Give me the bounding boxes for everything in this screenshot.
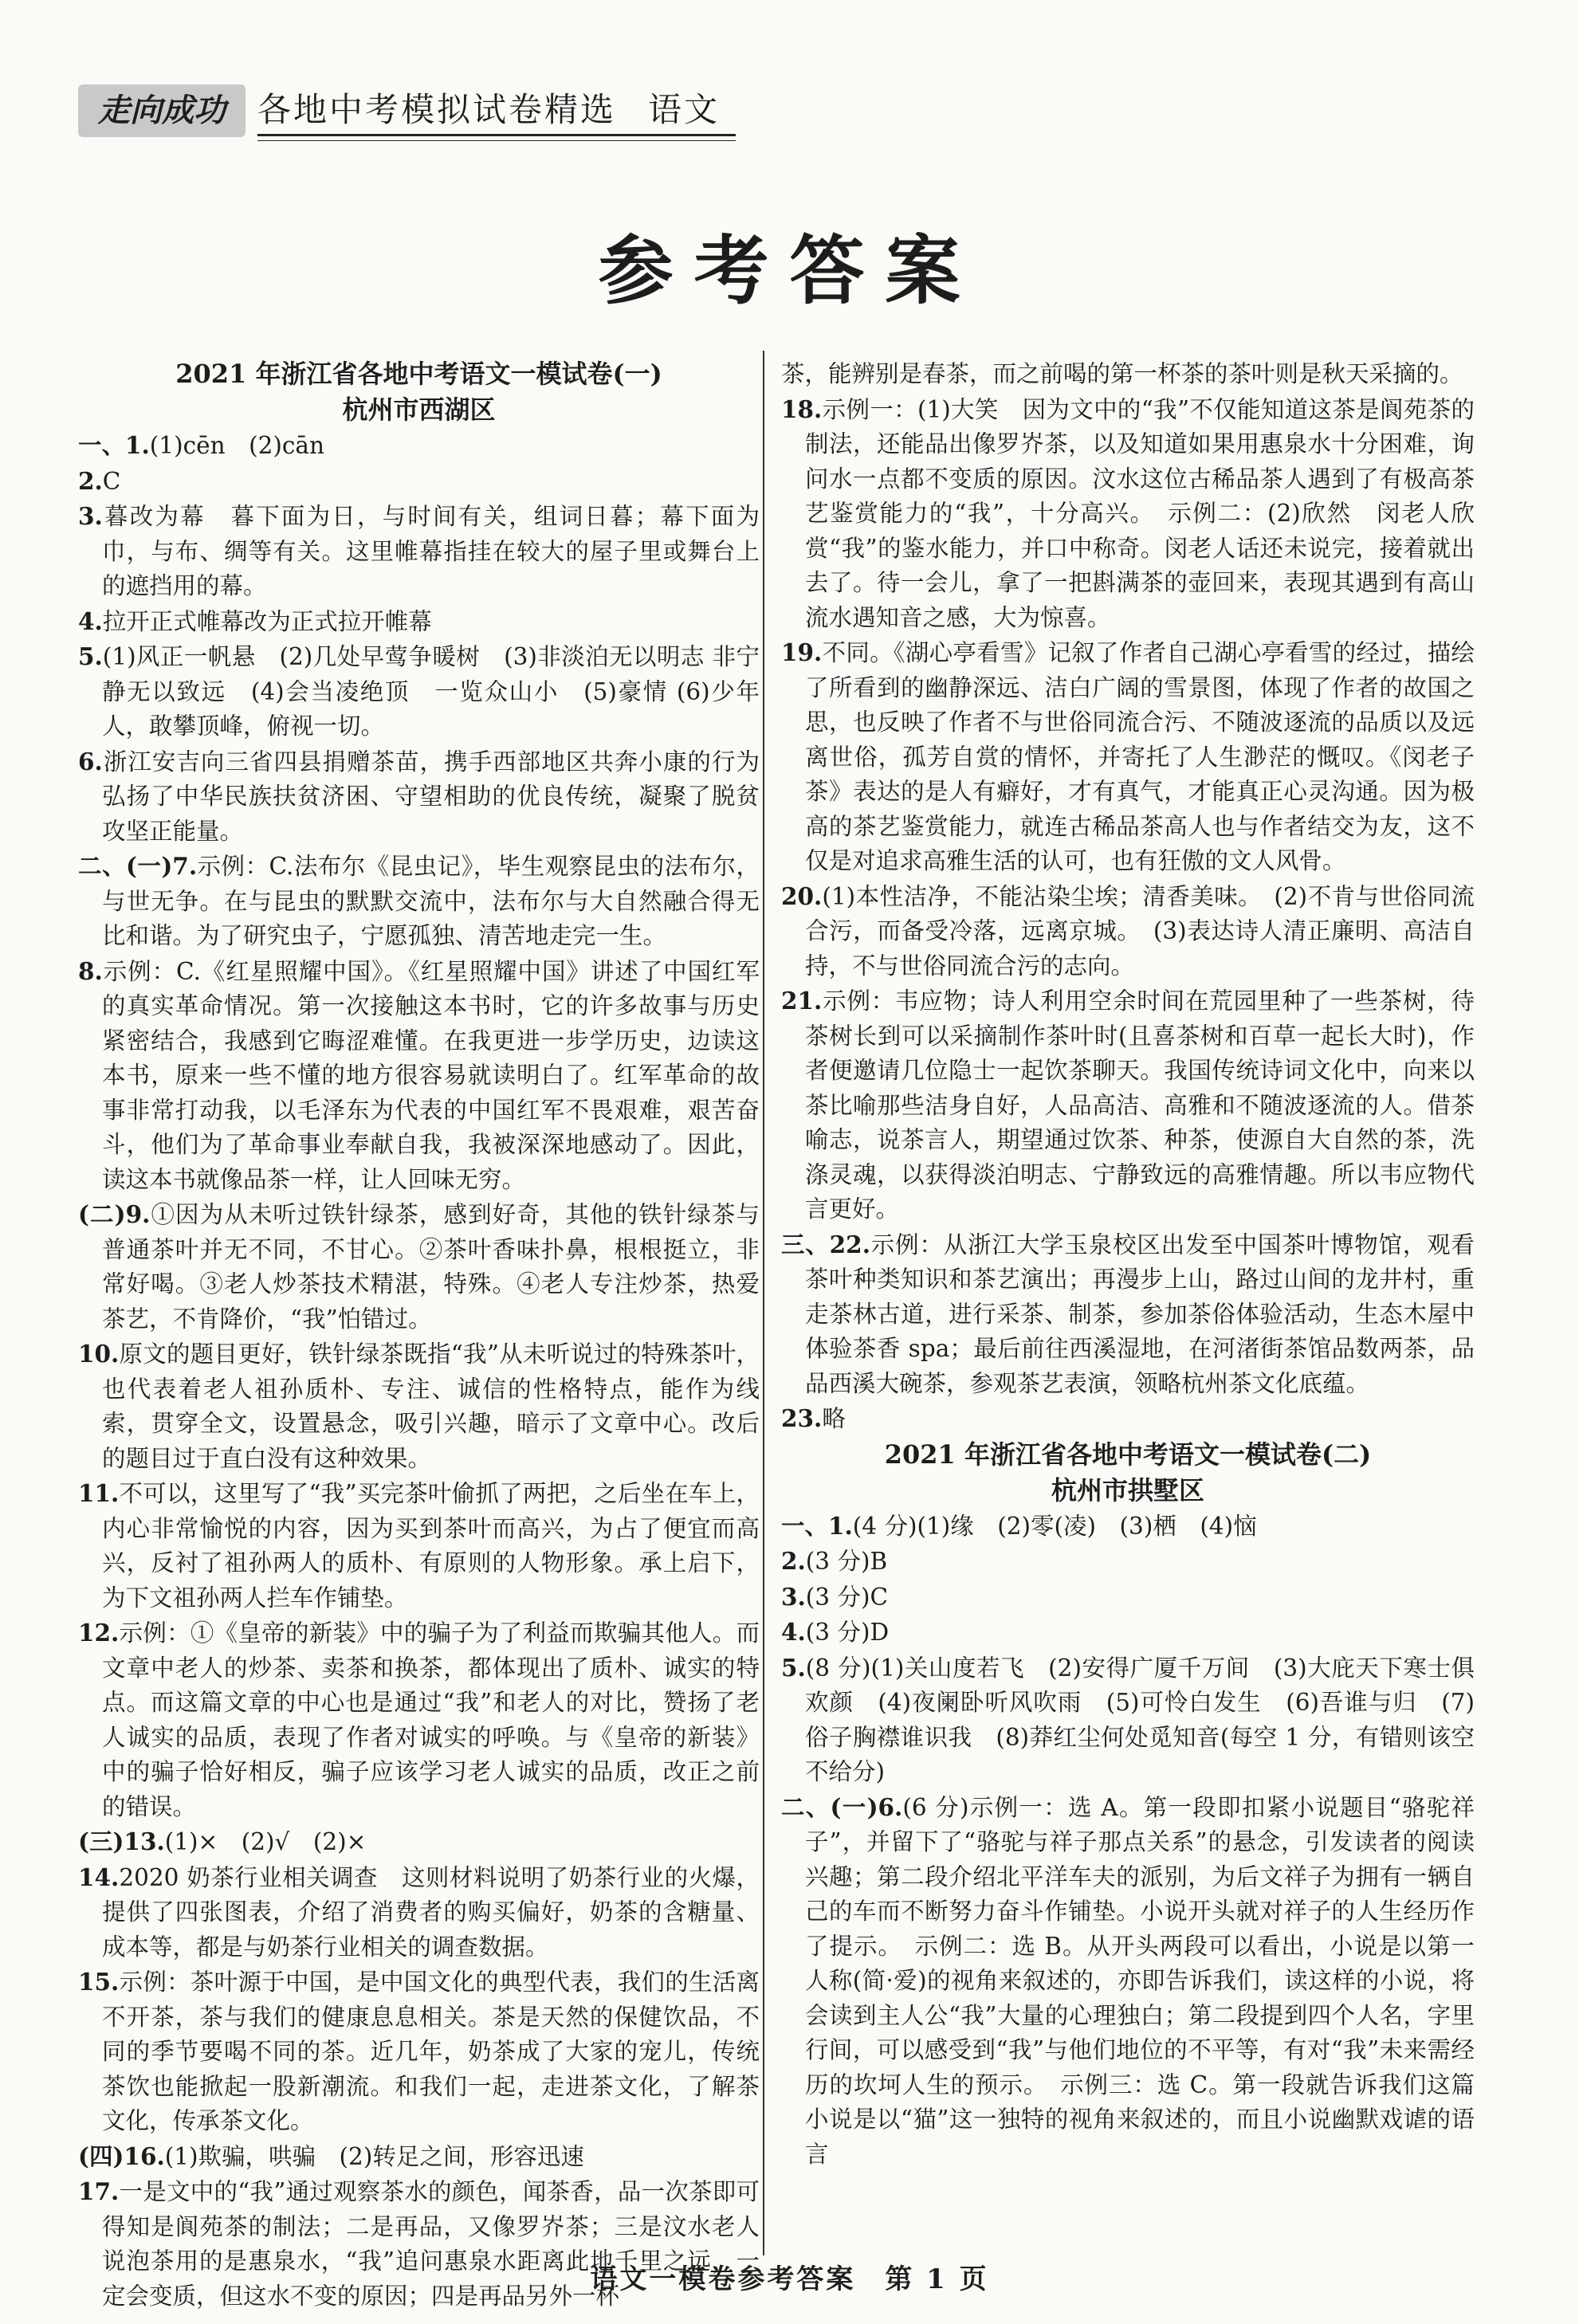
answer-number: 2. — [78, 466, 103, 495]
answer-item — [78, 1476, 760, 1615]
answer-number: 三、22. — [781, 1230, 870, 1258]
subject-label: 语文 — [648, 90, 721, 129]
answer-item — [78, 464, 760, 500]
answer-item — [78, 2139, 760, 2175]
answer-text: 一是文中的“我”通过观察茶水的颜色，闻茶香，品一次茶即可得知是阆苑茶的制法；二是再品，又像罗岕茶；三是汶水老人说泡茶用的是惠泉水，“我”追问惠泉水距离此地千里之远，一定会变质，但这水不变的原因；四是再品另外一杯 — [102, 2178, 760, 2310]
page-title: 参考答案 — [598, 227, 981, 315]
answer-text: (6 分)示例一：选 A。第一段即扣紧小说题目“骆驼祥子”，并留下了“骆驼与祥子那点关系”的悬念，引发读者的阅读兴趣；第二段介绍北平洋车夫的派别，为后文祥子为拥有一辆自己的车而不断努力奋斗作铺垫。小说开头就对祥子的人生经历作了提示。 示例二：选 B。从开头两段可以看出，小说是以第一人称(简·爱)的视角来叙述的，亦即告诉我们，读这样的小说，将会读到主人公“我”大量的心理独白；第二段提到四个人名，字里行间，可以感受到“我”与他们地位的不平等，有对“我”未来需经历的坎坷人生的预示。 示例三：选 C。第一段就告诉我们这篇小说是以“猫”这一独特的视角来叙述的，而且小说幽默戏谑的语言 — [805, 1793, 1475, 2168]
answer-item — [781, 1615, 1475, 1651]
answer-number: 3. — [781, 1582, 806, 1611]
answer-number: 19. — [781, 638, 823, 666]
answer-item — [78, 1860, 760, 1965]
answer-item — [781, 1509, 1475, 1545]
answer-item — [78, 849, 760, 954]
answer-text: (3 分)D — [805, 1619, 890, 1646]
answer-item — [781, 1580, 1475, 1615]
answer-number: 17. — [78, 2177, 120, 2205]
answer-text: 原文的题目更好，铁针绿茶既指“我”从未听说过的特殊茶叶，也代表着老人祖孙质朴、专注、诚信的性格特点，能作为线索，贯穿全文，设置悬念，吸引兴趣，暗示了文章中心。改后的题目过于直白没有这种效果。 — [102, 1341, 760, 1472]
answer-number: 5. — [78, 642, 103, 670]
answer-text: 示例：①《皇帝的新装》中的骗子为了利益而欺骗其他人。而文章中老人的炒茶、卖茶和换茶，都体现出了质朴、诚实的特点。而这篇文章的中心也是通过“我”和老人的对比，赞扬了老人诚实的品质，表现了作者对诚实的呼唤。与《皇帝的新装》中的骗子恰好相反，骗子应该学习老人诚实的品质，改正之前的错误。 — [102, 1619, 760, 1820]
answer-item — [781, 1651, 1475, 1790]
answer-number: 23. — [781, 1404, 823, 1432]
answer-number: 12. — [78, 1619, 120, 1647]
header-rule — [257, 134, 736, 136]
header-rule-thin — [257, 140, 736, 141]
answer-item — [781, 879, 1475, 984]
answer-text: C — [102, 467, 121, 495]
answer-number: 3. — [78, 502, 103, 530]
answer-item — [78, 1615, 760, 1824]
answer-text: (1)cēn (2)cān — [149, 432, 324, 459]
answer-text: ①因为从未听过铁针绿茶，感到好奇，其他的铁针绿茶与普通茶叶并无不同，不甘心。②茶叶香味扑鼻，根根挺立，非常好喝。③老人炒茶技术精湛，特殊。④老人专注炒茶，热爱茶艺，不肯降价，“我”怕错过。 — [102, 1201, 760, 1333]
answer-text: 示例一：(1)大笑 因为文中的“我”不仅能知道这茶是阆苑茶的制法，还能品出像罗岕茶，以及知道如果用惠泉水十分困难，询问水一点都不变质的原因。汶水这位古稀品茶人遇到了有极高茶艺鉴赏能力的“我”，十分高兴。 示例二：(2)欣然 闵老人欣赏“我”的鉴水能力，并口中称奇。闵老人话还未说完，接着就出去了。待一会儿，拿了一把斟满茶的壶回来，表现其遇到有高山流水遇知音之感，大为惊喜。 — [805, 395, 1475, 631]
answer-number: 二、(一)7. — [78, 852, 198, 880]
answer-item — [781, 983, 1475, 1227]
answer-text: 略 — [822, 1405, 846, 1432]
answer-item — [78, 954, 760, 1198]
answer-text: (4 分)(1)缘 (2)零(凌) (3)栖 (4)恼 — [852, 1512, 1257, 1540]
answer-number: 15. — [78, 1968, 120, 1996]
answer-number: 14. — [78, 1863, 120, 1891]
answer-item — [781, 392, 1475, 636]
answer-text: 拉开正式帷幕改为正式拉开帷幕 — [102, 607, 432, 635]
answer-text: 不同。《湖心亭看雪》记叙了作者自己湖心亭看雪的经过，描绘了所看到的幽静深远、洁白广阔的雪景图，体现了作者的故国之思，也反映了作者不与世俗同流合污、不随波逐流的品质以及远离世俗，孤芳自赏的情怀，并寄托了人生渺茫的慨叹。《闵老子茶》表达的是人有癖好，才有真气，才能真正心灵沟通。因为极高的茶艺鉴赏能力，就连古稀品茶高人也与作者结交为友，这不仅是对追求高雅生活的认可，也有狂傲的文人风骨。 — [805, 639, 1475, 874]
left-column — [78, 356, 760, 2314]
answer-item — [781, 635, 1475, 879]
answer-text: (3 分)C — [805, 1583, 889, 1611]
answer-number: 11. — [78, 1479, 120, 1507]
series-name: 各地中考模拟试卷精选 — [257, 90, 617, 129]
answer-number: 一、1. — [781, 1511, 853, 1540]
answer-number: (三)13. — [78, 1827, 165, 1855]
answer-text: (1)× (2)√ (2)× — [164, 1828, 367, 1855]
answer-item — [78, 639, 760, 744]
answer-item — [78, 1337, 760, 1476]
answer-text: 暮改为幕 暮下面为日，与时间有关，组词日暮；幕下面为巾，与布、绸等有关。这里帷幕指挂在较大的屋子里或舞台上的遮挡用的幕。 — [102, 503, 760, 599]
answer-number: 二、(一)6. — [781, 1792, 903, 1821]
answer-item — [78, 428, 760, 464]
answer-number: 6. — [78, 747, 103, 775]
answer-item — [781, 356, 1475, 392]
answer-text: 示例：从浙江大学玉泉校区出发至中国茶叶博物馆，观看茶叶种类知识和茶艺演出；再漫步上山，路过山间的龙井村，重走茶林古道，进行采茶、制茶，参加茶俗体验活动，生态木屋中体验茶香 spa；最后前往西溪湿地，在河渚街茶馆品数两茶，品品西溪大碗茶，参观茶艺表演，领略杭州茶文化底蕴。 — [805, 1231, 1475, 1397]
answer-text: 不可以，这里写了“我”买完茶叶偷抓了两把，之后坐在车上，内心非常愉悦的内容，因为买到茶叶而高兴，为占了便宜而高兴，反衬了祖孙两人的质朴、有原则的人物形象。承上启下，为下文祖孙两人拦车作铺垫。 — [102, 1480, 760, 1611]
answer-text: 茶，能辨别是春茶，而之前喝的第一杯茶的茶叶则是秋天采摘的。 — [781, 360, 1463, 387]
answer-text: 2020 奶茶行业相关调查 这则材料说明了奶茶行业的火爆，提供了四张图表，介绍了消费者的购买偏好，奶茶的含糖量、成本等，都是与奶茶行业相关的调查数据。 — [102, 1863, 760, 1961]
answer-item — [78, 1197, 760, 1337]
answer-item — [78, 1965, 760, 2139]
answer-text: (1)风正一帆悬 (2)几处早莺争暖树 (3)非淡泊无以明志 非宁静无以致远 (4)会当凌绝顶 一览众山小 (5)豪情 (6)少年人，敢攀顶峰，俯视一切。 — [102, 643, 760, 740]
answer-text: (8 分)(1)关山度若飞 (2)安得广厦千万间 (3)大庇天下寒士俱欢颜 (4)夜阑卧听风吹雨 (5)可怜白发生 (6)吾谁与归 (7)俗子胸襟谁识我 (8)莽红尘何处觅知音(每空 1 分，有错则该空不给分) — [805, 1654, 1475, 1785]
answer-number: (四)16. — [78, 2141, 165, 2170]
answer-number: 20. — [781, 881, 823, 910]
answer-text: 示例：C.《红星照耀中国》。《红星照耀中国》讲述了中国红军的真实革命情况。第一次接触这本书时，它的许多故事与历史紧密结合，我感到它晦涩难懂。在我更进一步学历史，边读这本书，原来一些不懂的地方很容易就读明白了。红军革命的故事非常打动我，以毛泽东为代表的中国红军不畏艰难，艰苦奋斗，他们为了革命事业奉献自我，我被深深地感动了。因此，读这本书就像品茶一样，让人回味无穷。 — [102, 957, 760, 1193]
answer-number: (二)9. — [78, 1200, 151, 1228]
answer-item — [781, 1544, 1475, 1580]
series-title — [257, 88, 720, 132]
answer-text: 示例：茶叶源于中国，是中国文化的典型代表，我们的生活离不开茶，茶与我们的健康息息相关。茶是天然的保健饮品，不同的季节要喝不同的茶。近几年，奶茶成了大家的宠儿，传统茶饮也能掀起一股新潮流。和我们一起，走进茶文化，了解茶文化，传承茶文化。 — [102, 1969, 760, 2134]
right-column — [781, 356, 1475, 2172]
answer-number: 4. — [78, 607, 103, 635]
answer-item — [78, 499, 760, 604]
answer-number: 18. — [781, 395, 823, 423]
answer-text: (3 分)B — [805, 1548, 888, 1575]
page-header — [78, 78, 733, 140]
answer-text: (1)欺骗，哄骗 (2)转足之间，形容迅速 — [164, 2142, 584, 2170]
section-title: 2021 年浙江省各地中考语文一模试卷(二) — [884, 1439, 1372, 1470]
answer-number: 2. — [781, 1547, 806, 1575]
answer-item — [78, 744, 760, 850]
answer-text: 示例：韦应物；诗人利用空余时间在荒园里种了一些茶树，待茶树长到可以采摘制作茶叶时(且喜茶树和百草一起长大时)，作者便邀请几位隐士一起饮茶聊天。我国传统诗词文化中，向来以茶比喻那些洁身自好，人品高洁、高雅和不随波逐流的人。借茶喻志，说茶言人，期望通过饮茶、种茶，使源自大自然的茶，洗涤灵魂，以获得淡泊明志、宁静致远的高雅情趣。所以韦应物代言更好。 — [805, 987, 1475, 1223]
answer-number: 一、1. — [78, 431, 150, 459]
answer-item — [78, 604, 760, 640]
section-title: 杭州市西湖区 — [342, 395, 496, 425]
answer-number: 5. — [781, 1653, 806, 1682]
answer-item — [781, 1401, 1475, 1437]
answer-item — [781, 1227, 1475, 1402]
answer-number: 4. — [781, 1618, 806, 1646]
brand-logo: 走向成功 — [78, 84, 245, 137]
answer-text: 示例：C.法布尔《昆虫记》，毕生观察昆虫的法布尔，与世无争。在与昆虫的默默交流中，法布尔与大自然融合得无比和谐。为了研究虫子，宁愿孤独、清苦地走完一生。 — [102, 853, 760, 949]
section-title: 杭州市拱墅区 — [1051, 1474, 1204, 1505]
answer-number: 10. — [78, 1340, 120, 1368]
column-divider — [763, 351, 764, 2255]
answer-text: 浙江安吉向三省四县捐赠茶苗，携手西部地区共奔小康的行为弘扬了中华民族扶贫济困、守望相助的优良传统，凝聚了脱贫攻坚正能量。 — [102, 748, 760, 845]
page-footer: 语文一模卷参考答案 第 1 页 — [590, 2263, 989, 2295]
answer-item — [78, 1824, 760, 1860]
section-title: 2021 年浙江省各地中考语文一模试卷(一) — [175, 359, 662, 389]
answer-text: (1)本性洁净，不能沾染尘埃；清香美味。 (2)不肯与世俗同流合污，而备受冷落，远离京城。 (3)表达诗人清正廉明、高洁自持，不与世俗同流合污的志向。 — [805, 882, 1475, 979]
answer-number: 21. — [781, 987, 823, 1015]
answer-item — [781, 1790, 1475, 2173]
answer-number: 8. — [78, 956, 103, 985]
